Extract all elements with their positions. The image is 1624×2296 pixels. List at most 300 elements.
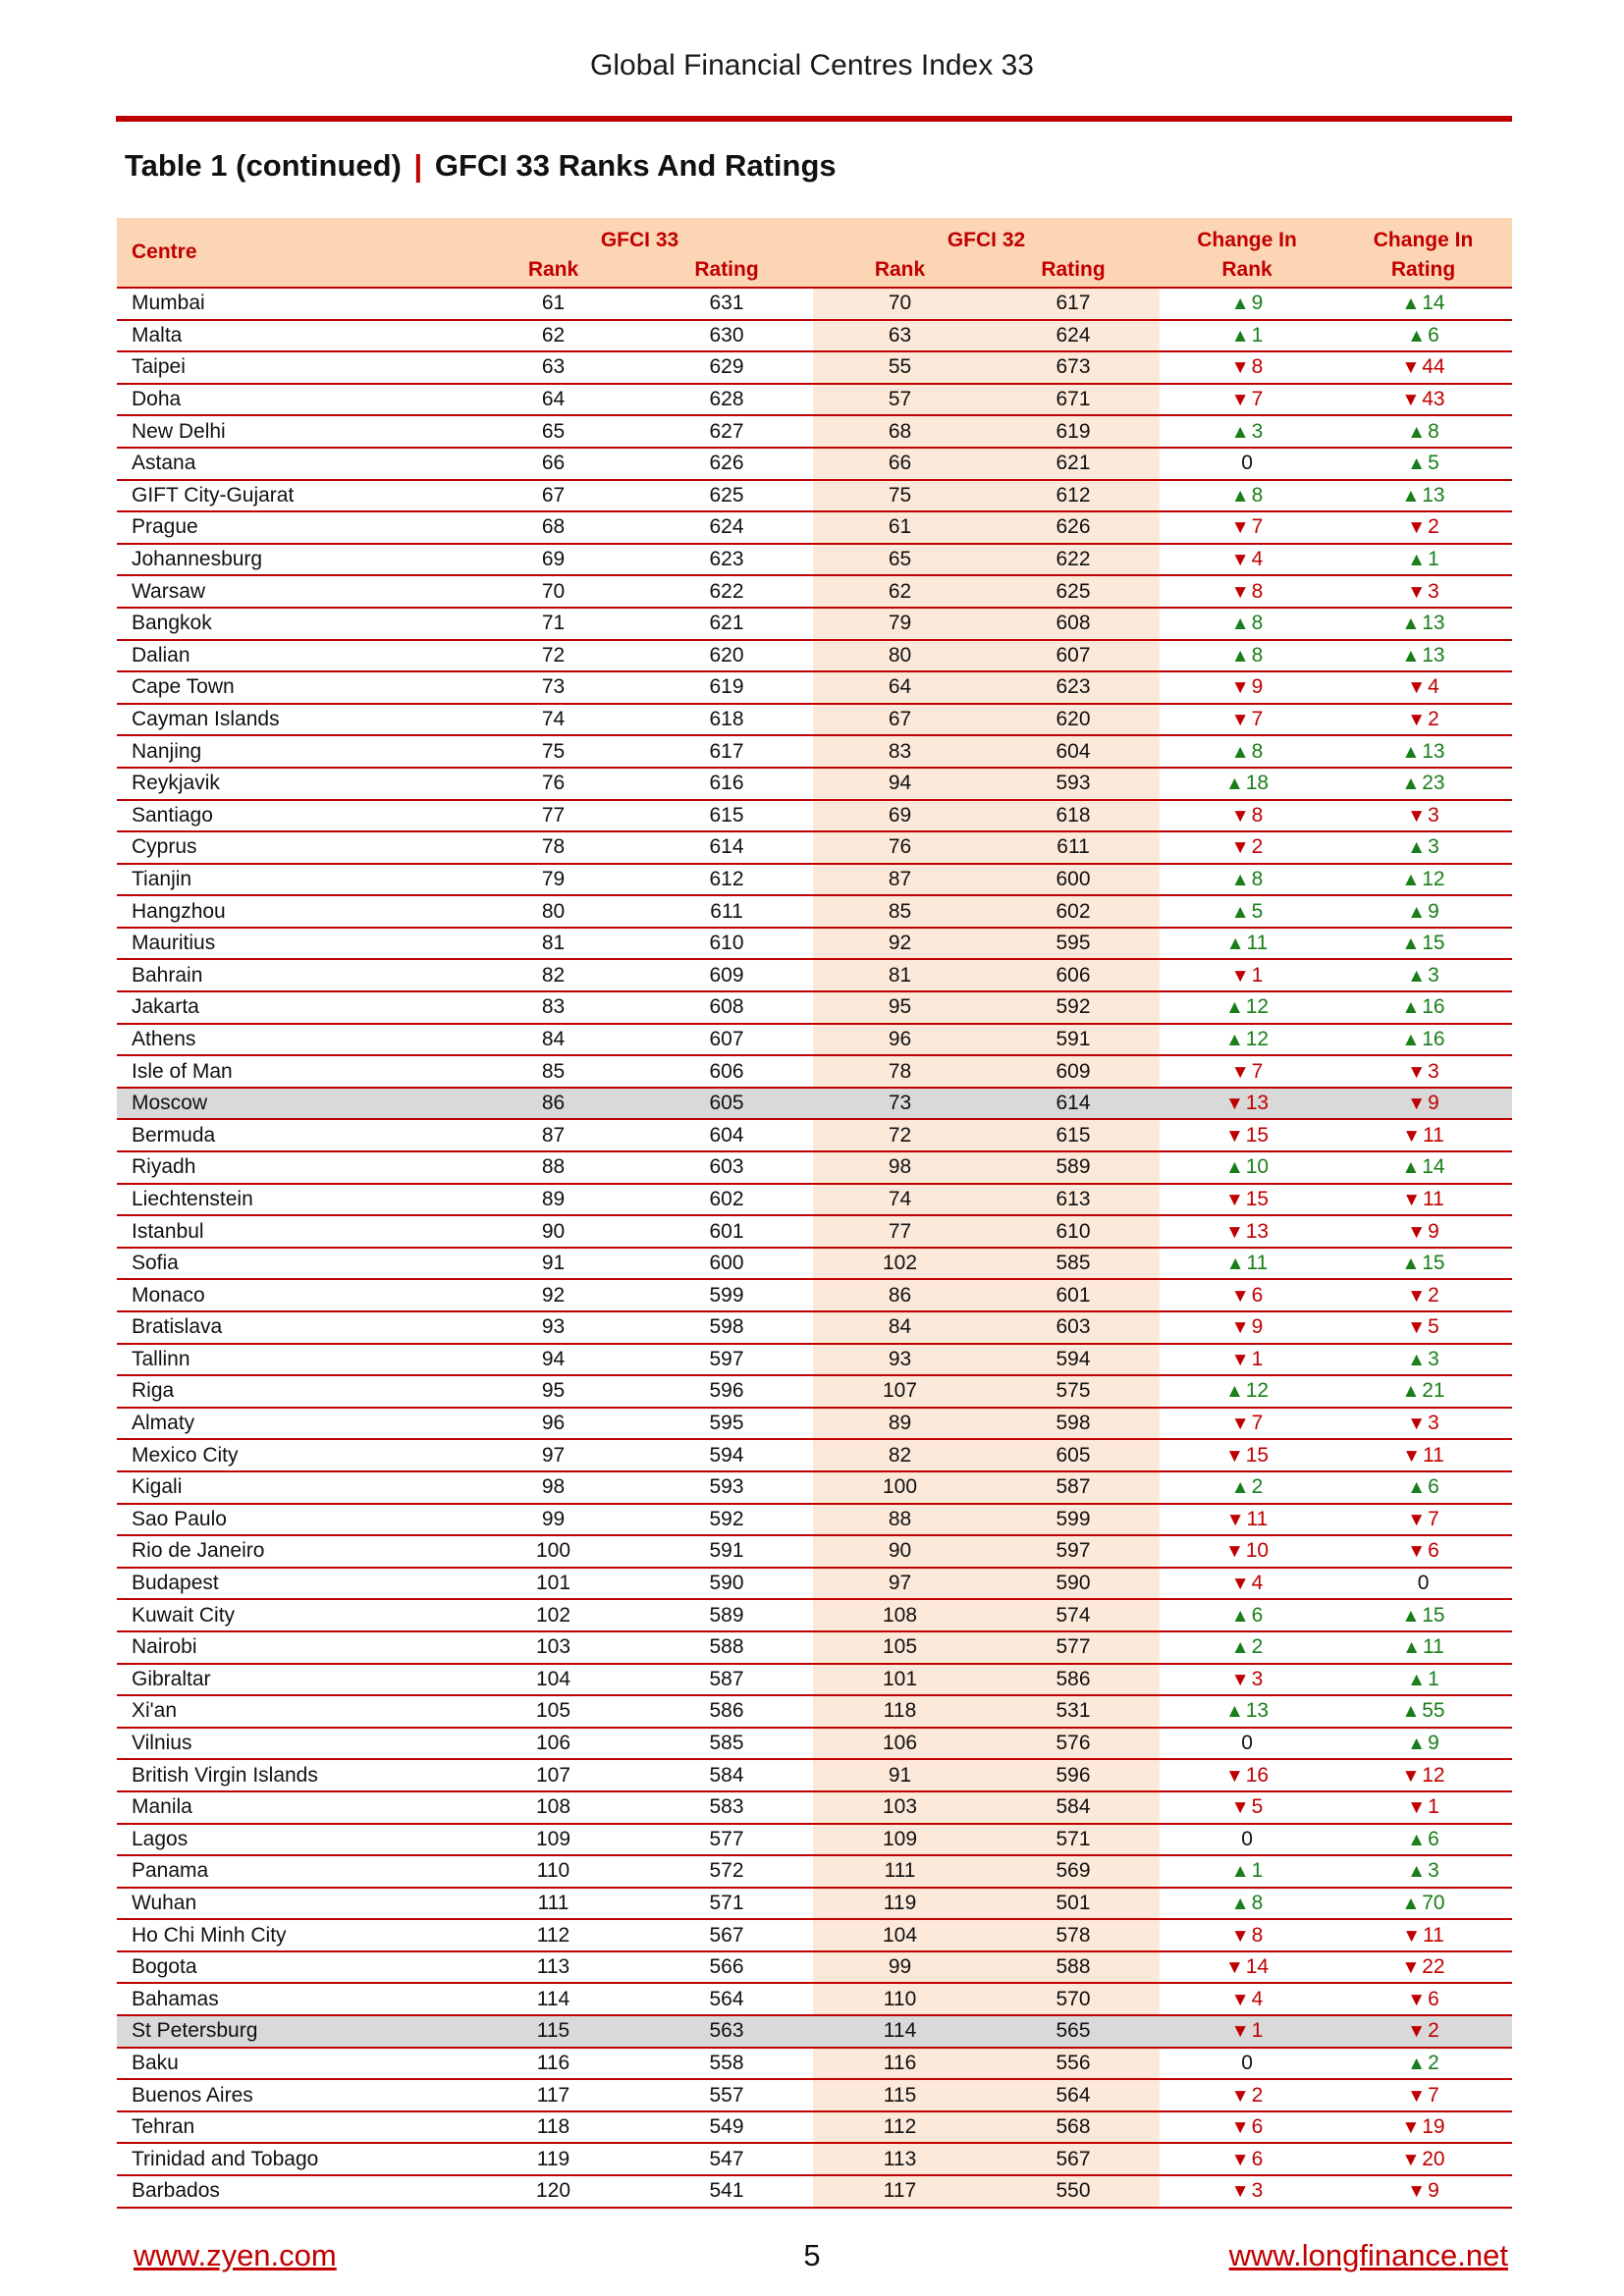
gfci32-rank-cell: 76	[813, 831, 987, 864]
up-arrow-icon: ▲	[1401, 1254, 1421, 1275]
table-row	[117, 511, 1512, 544]
up-arrow-icon: ▲	[1224, 774, 1244, 795]
change-value: 15	[1245, 1443, 1270, 1467]
gfci32-rating-cell: 591	[987, 1024, 1160, 1056]
centre-cell: Johannesburg	[117, 544, 466, 576]
up-arrow-icon: ▲	[1407, 550, 1427, 571]
change-value: 2	[1251, 1475, 1264, 1499]
gfci33-rating-cell: 630	[640, 320, 813, 352]
gfci32-rating-cell: 606	[987, 959, 1160, 991]
zyen-link[interactable]: www.zyen.com	[134, 2238, 337, 2272]
table-row	[117, 1279, 1512, 1311]
gfci33-rating-cell: 584	[640, 1759, 813, 1791]
down-arrow-icon: ▼	[1407, 1317, 1427, 1339]
col-header-gfci32: GFCI 32	[813, 218, 1160, 252]
change-value: 4	[1251, 548, 1264, 571]
gfci33-rating-cell: 586	[640, 1695, 813, 1728]
centre-cell: Jakarta	[117, 991, 466, 1024]
down-arrow-icon: ▼	[1407, 1989, 1427, 2010]
change-value: 11	[1246, 1252, 1269, 1275]
table-row	[117, 2143, 1512, 2175]
change-value: 7	[1251, 515, 1264, 539]
gfci32-rating-cell: 588	[987, 1951, 1160, 1984]
gfci32-rating-cell: 673	[987, 351, 1160, 384]
gfci33-rating-cell: 549	[640, 2111, 813, 2144]
table-row	[117, 1983, 1512, 2015]
gfci32-rank-cell: 82	[813, 1439, 987, 1471]
down-arrow-icon: ▼	[1407, 1061, 1427, 1083]
gfci33-rating-cell: 629	[640, 351, 813, 384]
change-value: 16	[1422, 1027, 1445, 1050]
down-arrow-icon: ▼	[1407, 1541, 1427, 1563]
change-value: 15	[1245, 1187, 1270, 1210]
change-rank-cell	[1160, 991, 1334, 1024]
gfci32-rating-cell: 609	[987, 1055, 1160, 1088]
up-arrow-icon: ▲	[1401, 1157, 1421, 1179]
gfci33-rating-cell: 567	[640, 1919, 813, 1951]
change-rating-cell	[1334, 288, 1512, 320]
change-rating-cell	[1334, 895, 1512, 928]
change-rating-cell	[1334, 1535, 1512, 1568]
up-arrow-icon: ▲	[1407, 1861, 1427, 1883]
up-arrow-icon: ▲	[1401, 1893, 1421, 1914]
table-row	[117, 1824, 1512, 1856]
gfci32-rating-cell: 595	[987, 928, 1160, 960]
gfci32-rank-cell: 96	[813, 1024, 987, 1056]
up-arrow-icon: ▲	[1230, 614, 1250, 635]
change-rating-cell	[1334, 864, 1512, 896]
gfci33-rank-cell: 118	[466, 2111, 640, 2144]
gfci33-rank-cell: 100	[466, 1535, 640, 1568]
down-arrow-icon: ▼	[1230, 1285, 1250, 1307]
up-arrow-icon: ▲	[1224, 1157, 1244, 1179]
change-rating-cell	[1334, 1504, 1512, 1536]
change-value: 15	[1422, 1603, 1445, 1627]
gfci33-rating-cell: 624	[640, 511, 813, 544]
gfci32-rating-cell: 626	[987, 511, 1160, 544]
table-row	[117, 1664, 1512, 1696]
col-header-gfci33-rating: Rating	[640, 252, 813, 288]
change-rank-cell	[1160, 1151, 1334, 1184]
down-arrow-icon: ▼	[1407, 1509, 1427, 1530]
change-value: 2	[1251, 1635, 1264, 1659]
gfci32-rank-cell: 81	[813, 959, 987, 991]
gfci33-rating-cell: 547	[640, 2143, 813, 2175]
down-arrow-icon: ▼	[1230, 2117, 1250, 2139]
gfci33-rank-cell: 113	[466, 1951, 640, 1984]
gfci32-rank-cell: 61	[813, 511, 987, 544]
change-rank-cell	[1160, 320, 1334, 352]
up-arrow-icon: ▲	[1407, 1829, 1427, 1850]
gfci33-rating-cell: 566	[640, 1951, 813, 1984]
change-value: 44	[1422, 355, 1445, 379]
up-arrow-icon: ▲	[1407, 454, 1427, 475]
up-arrow-icon: ▲	[1230, 485, 1250, 507]
change-rank-cell	[1160, 544, 1334, 576]
table-row	[117, 1599, 1512, 1631]
col-header-gfci33-rank: Rank	[466, 252, 640, 288]
up-arrow-icon: ▲	[1230, 1861, 1250, 1883]
table-row	[117, 1248, 1512, 1280]
centre-cell: Hangzhou	[117, 895, 466, 928]
change-value: 7	[1251, 1412, 1264, 1435]
gfci32-rank-cell: 79	[813, 608, 987, 640]
down-arrow-icon: ▼	[1402, 1189, 1422, 1210]
gfci32-rating-cell: 564	[987, 2079, 1160, 2111]
gfci33-rank-cell: 104	[466, 1664, 640, 1696]
change-rank-cell	[1160, 1504, 1334, 1536]
gfci32-rank-cell: 87	[813, 864, 987, 896]
centre-cell: Bermuda	[117, 1119, 466, 1151]
gfci32-rank-cell: 110	[813, 1983, 987, 2015]
gfci32-rank-cell: 89	[813, 1408, 987, 1440]
change-value: 1	[1428, 1667, 1439, 1690]
change-rank-cell	[1160, 1311, 1334, 1344]
change-value: 3	[1428, 579, 1439, 603]
gfci32-rating-cell: 619	[987, 415, 1160, 448]
change-value: 9	[1251, 675, 1264, 699]
centre-cell: Baku	[117, 2048, 466, 2080]
up-arrow-icon: ▲	[1401, 294, 1421, 315]
gfci33-rating-cell: 595	[640, 1408, 813, 1440]
gfci33-rank-cell: 102	[466, 1599, 640, 1631]
change-value: 3	[1428, 835, 1439, 859]
gfci32-rank-cell: 91	[813, 1759, 987, 1791]
table-row	[117, 2048, 1512, 2080]
change-rank-cell	[1160, 2015, 1334, 2048]
centre-cell: Prague	[117, 511, 466, 544]
document-header: Global Financial Centres Index 33	[590, 49, 1034, 81]
change-rating-cell	[1334, 671, 1512, 704]
down-arrow-icon: ▼	[1230, 581, 1250, 603]
col-header-change-rank-top: Change In	[1160, 218, 1334, 252]
table-row	[117, 1055, 1512, 1088]
gfci33-rank-cell: 116	[466, 2048, 640, 2080]
change-value: 8	[1251, 612, 1264, 635]
up-arrow-icon: ▲	[1230, 645, 1250, 667]
table-row	[117, 831, 1512, 864]
centre-cell: Athens	[117, 1024, 466, 1056]
change-value: 0	[1241, 1732, 1253, 1755]
gfci33-rank-cell: 79	[466, 864, 640, 896]
gfci32-rank-cell: 100	[813, 1471, 987, 1504]
gfci33-rank-cell: 68	[466, 511, 640, 544]
up-arrow-icon: ▲	[1230, 325, 1250, 347]
up-arrow-icon: ▲	[1407, 421, 1427, 443]
change-rating-cell	[1334, 448, 1512, 480]
page-number: 5	[803, 2238, 821, 2272]
up-arrow-icon: ▲	[1407, 1734, 1427, 1755]
gfci33-rank-cell: 86	[466, 1088, 640, 1120]
table-row	[117, 1759, 1512, 1791]
gfci32-rating-cell: 592	[987, 991, 1160, 1024]
change-value: 6	[1251, 1283, 1264, 1307]
change-rank-cell	[1160, 895, 1334, 928]
gfci33-rank-cell: 69	[466, 544, 640, 576]
change-value: 2	[1428, 2051, 1439, 2074]
gfci32-rating-cell: 567	[987, 2143, 1160, 2175]
up-arrow-icon: ▲	[1407, 965, 1427, 987]
gfci32-rating-cell: 584	[987, 1791, 1160, 1824]
up-arrow-icon: ▲	[1407, 1669, 1427, 1690]
change-rank-cell	[1160, 1215, 1334, 1248]
gfci32-rank-cell: 92	[813, 928, 987, 960]
change-value: 1	[1251, 1859, 1264, 1883]
change-value: 11	[1423, 1443, 1444, 1467]
change-value: 70	[1422, 1891, 1445, 1914]
table-row	[117, 1471, 1512, 1504]
change-rating-cell	[1334, 1408, 1512, 1440]
down-arrow-icon: ▼	[1230, 550, 1250, 571]
gfci32-rating-cell: 602	[987, 895, 1160, 928]
table-row	[117, 640, 1512, 672]
gfci32-rank-cell: 84	[813, 1311, 987, 1344]
gfci33-rank-cell: 76	[466, 768, 640, 800]
change-value: 11	[1246, 1507, 1269, 1530]
gfci32-rank-cell: 116	[813, 2048, 987, 2080]
up-arrow-icon: ▲	[1225, 934, 1245, 955]
centre-cell: Cape Town	[117, 671, 466, 704]
down-arrow-icon: ▼	[1230, 1349, 1250, 1370]
change-rank-cell	[1160, 384, 1334, 416]
gfci32-rating-cell: 597	[987, 1535, 1160, 1568]
change-value: 8	[1251, 579, 1264, 603]
gfci33-rank-cell: 67	[466, 480, 640, 512]
down-arrow-icon: ▼	[1230, 1414, 1250, 1435]
change-value: 8	[1251, 867, 1264, 890]
down-arrow-icon: ▼	[1407, 2085, 1427, 2107]
change-rank-cell	[1160, 704, 1334, 736]
gfci32-rating-cell: 589	[987, 1151, 1160, 1184]
change-value: 16	[1245, 1763, 1270, 1787]
down-arrow-icon: ▼	[1407, 805, 1427, 827]
gfci33-rank-cell: 93	[466, 1311, 640, 1344]
change-rank-cell	[1160, 640, 1334, 672]
change-value: 12	[1245, 995, 1270, 1019]
change-rating-cell	[1334, 1344, 1512, 1376]
down-arrow-icon: ▼	[1407, 2021, 1427, 2043]
table-row	[117, 2175, 1512, 2208]
up-arrow-icon: ▲	[1401, 934, 1421, 955]
change-value: 1	[1251, 963, 1264, 987]
gfci32-rank-cell: 64	[813, 671, 987, 704]
centre-cell: Kuwait City	[117, 1599, 466, 1631]
gfci32-rank-cell: 67	[813, 704, 987, 736]
gfci33-rank-cell: 92	[466, 1279, 640, 1311]
gfci33-rating-cell: 623	[640, 544, 813, 576]
change-rating-cell	[1334, 480, 1512, 512]
table-row	[117, 448, 1512, 480]
gfci32-rating-cell: 596	[987, 1759, 1160, 1791]
gfci33-rank-cell: 108	[466, 1791, 640, 1824]
col-header-gfci33: GFCI 33	[466, 218, 813, 252]
gfci32-rating-cell: 565	[987, 2015, 1160, 2048]
gfci33-rank-cell: 115	[466, 2015, 640, 2048]
gfci33-rating-cell: 622	[640, 575, 813, 608]
change-rank-cell	[1160, 1119, 1334, 1151]
table-row	[117, 1408, 1512, 1440]
change-rating-cell	[1334, 1088, 1512, 1120]
change-rating-cell	[1334, 1311, 1512, 1344]
change-rating-cell	[1334, 2048, 1512, 2080]
change-value: 16	[1422, 995, 1445, 1019]
centre-cell: Taipei	[117, 351, 466, 384]
change-rating-cell	[1334, 511, 1512, 544]
change-value: 1	[1428, 548, 1439, 571]
centre-cell: Barbados	[117, 2175, 466, 2208]
centre-cell: Reykjavik	[117, 768, 466, 800]
change-rating-cell	[1334, 1759, 1512, 1791]
change-rating-cell	[1334, 1471, 1512, 1504]
change-value: 9	[1428, 1092, 1439, 1115]
change-value: 20	[1422, 2147, 1445, 2170]
gfci32-rank-cell: 73	[813, 1088, 987, 1120]
gfci32-rank-cell: 55	[813, 351, 987, 384]
gfci32-rating-cell: 570	[987, 1983, 1160, 2015]
gfci32-rank-cell: 66	[813, 448, 987, 480]
table-row	[117, 768, 1512, 800]
change-rank-cell	[1160, 864, 1334, 896]
change-rating-cell	[1334, 1983, 1512, 2015]
down-arrow-icon: ▼	[1230, 2085, 1250, 2107]
down-arrow-icon: ▼	[1224, 1221, 1244, 1243]
gfci33-rank-cell: 87	[466, 1119, 640, 1151]
up-arrow-icon: ▲	[1230, 869, 1250, 890]
gfci32-rating-cell: 599	[987, 1504, 1160, 1536]
down-arrow-icon: ▼	[1407, 1414, 1427, 1435]
centre-cell: Liechtenstein	[117, 1184, 466, 1216]
table-row	[117, 1568, 1512, 1600]
down-arrow-icon: ▼	[1230, 1669, 1250, 1690]
gfci33-rank-cell: 78	[466, 831, 640, 864]
down-arrow-icon: ▼	[1401, 1765, 1421, 1787]
change-rating-cell	[1334, 1055, 1512, 1088]
centre-cell: GIFT City-Gujarat	[117, 480, 466, 512]
change-value: 3	[1428, 1347, 1439, 1370]
up-arrow-icon: ▲	[1225, 1254, 1245, 1275]
table-row	[117, 2111, 1512, 2144]
gfci33-rating-cell: 558	[640, 2048, 813, 2080]
centre-cell: Budapest	[117, 1568, 466, 1600]
table-row	[117, 608, 1512, 640]
change-rank-cell	[1160, 608, 1334, 640]
change-rating-cell	[1334, 351, 1512, 384]
gfci33-rank-cell: 73	[466, 671, 640, 704]
gfci33-rating-cell: 618	[640, 704, 813, 736]
change-rank-cell	[1160, 575, 1334, 608]
change-rating-cell	[1334, 1279, 1512, 1311]
gfci33-rating-cell: 572	[640, 1855, 813, 1888]
change-rank-cell	[1160, 671, 1334, 704]
gfci33-rating-cell: 592	[640, 1504, 813, 1536]
change-value: 8	[1251, 739, 1264, 763]
down-arrow-icon: ▼	[1230, 2021, 1250, 2043]
gfci33-rating-cell: 587	[640, 1664, 813, 1696]
gfci33-rating-cell: 625	[640, 480, 813, 512]
gfci32-rank-cell: 70	[813, 288, 987, 320]
centre-cell: Xi'an	[117, 1695, 466, 1728]
change-rating-cell	[1334, 640, 1512, 672]
up-arrow-icon: ▲	[1224, 1029, 1244, 1050]
change-rating-cell	[1334, 2015, 1512, 2048]
change-value: 23	[1422, 772, 1445, 795]
centre-cell: Rio de Janeiro	[117, 1535, 466, 1568]
centre-cell: Lagos	[117, 1824, 466, 1856]
gfci32-rating-cell: 569	[987, 1855, 1160, 1888]
gfci32-rank-cell: 118	[813, 1695, 987, 1728]
up-arrow-icon: ▲	[1230, 1637, 1250, 1659]
gfci32-rating-cell: 615	[987, 1119, 1160, 1151]
gfci32-rating-cell: 624	[987, 320, 1160, 352]
change-value: 6	[1428, 1827, 1439, 1850]
change-value: 11	[1423, 1187, 1444, 1210]
longfinance-link[interactable]: www.longfinance.net	[1228, 2238, 1508, 2272]
gfci32-rank-cell: 80	[813, 640, 987, 672]
gfci33-rank-cell: 99	[466, 1504, 640, 1536]
change-value: 11	[1246, 932, 1269, 955]
up-arrow-icon: ▲	[1230, 1477, 1250, 1499]
gfci33-rating-cell: 608	[640, 991, 813, 1024]
gfci33-rank-cell: 61	[466, 288, 640, 320]
change-value: 22	[1422, 1955, 1445, 1979]
gfci32-rating-cell: 614	[987, 1088, 1160, 1120]
gfci32-rank-cell: 65	[813, 544, 987, 576]
up-arrow-icon: ▲	[1401, 1701, 1421, 1723]
change-rating-cell	[1334, 928, 1512, 960]
change-rating-cell	[1334, 1375, 1512, 1408]
change-value: 12	[1422, 867, 1445, 890]
gfci32-rating-cell: 574	[987, 1599, 1160, 1631]
gfci32-rating-cell: 600	[987, 864, 1160, 896]
gfci32-rank-cell: 103	[813, 1791, 987, 1824]
change-value: 43	[1422, 388, 1445, 411]
table-row	[117, 1855, 1512, 1888]
gfci33-rank-cell: 71	[466, 608, 640, 640]
up-arrow-icon: ▲	[1230, 1893, 1250, 1914]
ranks-table	[117, 218, 1512, 2209]
change-value: 13	[1422, 612, 1445, 635]
change-value: 7	[1251, 708, 1264, 731]
table-row	[117, 1631, 1512, 1664]
gfci32-rank-cell: 57	[813, 384, 987, 416]
gfci32-rank-cell: 104	[813, 1919, 987, 1951]
gfci33-rating-cell: 577	[640, 1824, 813, 1856]
down-arrow-icon: ▼	[1407, 1285, 1427, 1307]
gfci33-rating-cell: 557	[640, 2079, 813, 2111]
change-rating-cell	[1334, 1119, 1512, 1151]
change-value: 7	[1428, 2083, 1439, 2107]
table-title-prefix: Table 1 (continued)	[125, 148, 402, 183]
gfci33-rank-cell: 81	[466, 928, 640, 960]
change-value: 8	[1251, 1923, 1264, 1947]
change-rank-cell	[1160, 768, 1334, 800]
gfci33-rating-cell: 606	[640, 1055, 813, 1088]
change-rank-cell	[1160, 928, 1334, 960]
down-arrow-icon: ▼	[1224, 1125, 1244, 1147]
col-header-centre: Centre	[117, 218, 466, 288]
change-value: 21	[1422, 1379, 1445, 1403]
table-row	[117, 991, 1512, 1024]
change-value: 9	[1428, 2179, 1439, 2203]
gfci33-rank-cell: 110	[466, 1855, 640, 1888]
centre-cell: Warsaw	[117, 575, 466, 608]
table-row	[117, 800, 1512, 832]
gfci33-rating-cell: 610	[640, 928, 813, 960]
centre-cell: Kigali	[117, 1471, 466, 1504]
gfci32-rating-cell: 621	[987, 448, 1160, 480]
change-value: 13	[1245, 1219, 1270, 1243]
gfci33-rating-cell: 541	[640, 2175, 813, 2208]
